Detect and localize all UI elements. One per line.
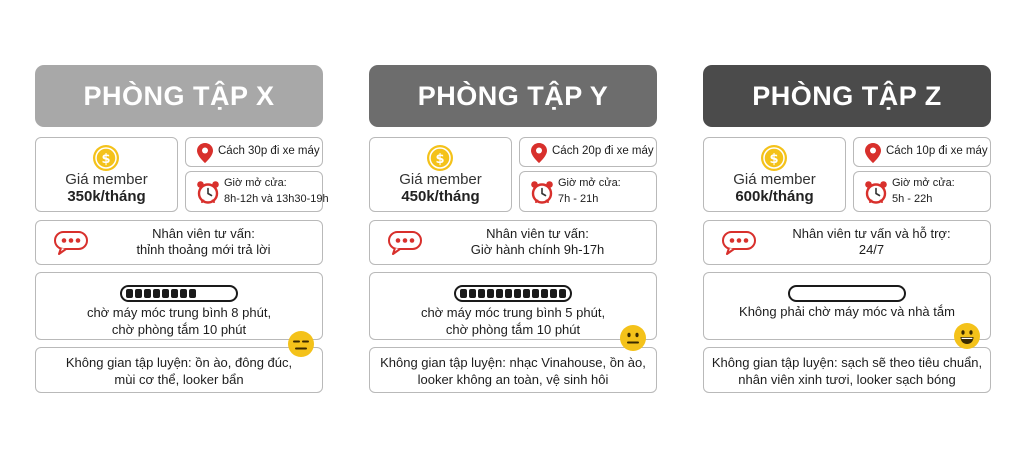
wait-line-1: chờ máy móc trung bình 5 phút, [420,305,606,320]
wait-progress-bar [788,285,906,302]
alarm-clock-icon [864,180,888,204]
space-line-2: looker không an toàn, vệ sinh hôi [417,372,609,387]
wait-line-2: chờ phòng tắm 10 phút [445,322,581,337]
staff-text [425,226,650,258]
alarm-clock-icon [196,180,220,204]
progress-segment [144,289,151,298]
staff-text [91,226,316,258]
space-text [710,354,984,388]
price-label: Giá member [399,171,482,188]
space-box [703,347,991,393]
hours-label: Giờ mở cửa: [558,177,621,189]
hours-value: 5h - 22h [892,193,933,205]
wait-text [36,304,322,338]
price-value: 350k/tháng [67,188,146,205]
distance-box [185,137,323,167]
distance-text: Cách 20p đi xe máy [552,145,654,157]
chat-bubble-icon [722,231,756,255]
price-value: 600k/tháng [735,188,814,205]
progress-segment [523,289,530,298]
space-line-1: Không gian tập luyện: sạch sẽ theo tiêu chuẩn, [711,355,983,370]
location-pin-icon [197,143,213,163]
wait-box [369,272,657,340]
svg-text:$: $ [769,152,779,167]
gym-card-z [703,65,991,395]
progress-segment [478,289,485,298]
staff-line-2: Giờ hành chính 9h-17h [470,242,605,257]
space-box [35,347,323,393]
space-text [376,354,650,388]
progress-segment [460,289,467,298]
location-pin-icon [531,143,547,163]
gym-card-y [369,65,657,395]
progress-segment [207,289,214,298]
neutral-face-icon [619,324,647,352]
distance-box [519,137,657,167]
grinning-face-icon [953,322,981,350]
price-value: 450k/tháng [401,188,480,205]
hours-value: 7h - 21h [558,193,599,205]
price-box [369,137,512,212]
hours-box [185,171,329,212]
svg-text:$: $ [101,152,111,167]
gym-card-x [35,65,329,395]
staff-box [369,220,657,265]
distance-text: Cách 30p đi xe máy [218,145,320,157]
coin-icon [760,144,788,172]
distance-box [853,137,991,167]
progress-segment [541,289,548,298]
staff-box [703,220,991,265]
chat-bubble-icon [54,231,88,255]
space-text [42,354,316,388]
hours-box [519,171,657,212]
gym-title: PHÒNG TẬP Y [369,65,657,127]
hours-label: Giờ mở cửa: [892,177,955,189]
staff-line-2: 24/7 [858,242,885,257]
hours-box [853,171,991,212]
progress-segment [135,289,142,298]
progress-segment [171,289,178,298]
hours-value: 8h-12h và 13h30-19h [224,193,329,205]
progress-segment [550,289,557,298]
progress-segment [198,289,205,298]
price-label: Giá member [733,171,816,188]
progress-segment [496,289,503,298]
progress-segment [469,289,476,298]
progress-segment [514,289,521,298]
progress-segment [126,289,133,298]
progress-segment [225,289,232,298]
wait-line-1: Không phải chờ máy móc và nhà tắm [739,304,955,319]
expressionless-face-icon [287,330,315,358]
staff-line-1: Nhân viên tư vấn và hỗ trợ: [792,226,951,241]
progress-segment [559,289,566,298]
hours-label: Giờ mở cửa: [224,177,287,189]
space-box [369,347,657,393]
svg-text:$: $ [435,152,445,167]
chat-bubble-icon [388,231,422,255]
space-line-2: nhân viên xinh tươi, looker sạch bóng [738,372,956,387]
gym-title: PHÒNG TẬP X [35,65,323,127]
wait-text [704,303,990,320]
alarm-clock-icon [530,180,554,204]
distance-text: Cách 10p đi xe máy [886,145,988,157]
progress-segment [487,289,494,298]
space-line-1: Không gian tập luyện: nhạc Vinahouse, ồn ào, [380,355,646,370]
staff-line-2: thỉnh thoảng mới trả lời [136,242,271,257]
progress-segment [505,289,512,298]
staff-line-1: Nhân viên tư vấn: [152,226,255,241]
wait-box [35,272,323,340]
coin-icon [92,144,120,172]
wait-line-2: chờ phòng tắm 10 phút [111,322,247,337]
wait-line-1: chờ máy móc trung bình 8 phút, [86,305,272,320]
progress-segment [153,289,160,298]
space-line-2: mùi cơ thể, looker bẩn [114,372,244,387]
progress-segment [162,289,169,298]
price-label: Giá member [65,171,148,188]
staff-box [35,220,323,265]
progress-segment [189,289,196,298]
wait-text [370,304,656,338]
price-box [35,137,178,212]
progress-segment [180,289,187,298]
location-pin-icon [865,143,881,163]
space-line-1: Không gian tập luyện: ồn ào, đông đúc, [65,355,293,370]
progress-segment [532,289,539,298]
wait-progress-bar [120,285,238,302]
staff-text [759,226,984,258]
wait-box [703,272,991,340]
price-box [703,137,846,212]
progress-segment [216,289,223,298]
gym-title: PHÒNG TẬP Z [703,65,991,127]
coin-icon [426,144,454,172]
wait-progress-bar [454,285,572,302]
staff-line-1: Nhân viên tư vấn: [486,226,589,241]
